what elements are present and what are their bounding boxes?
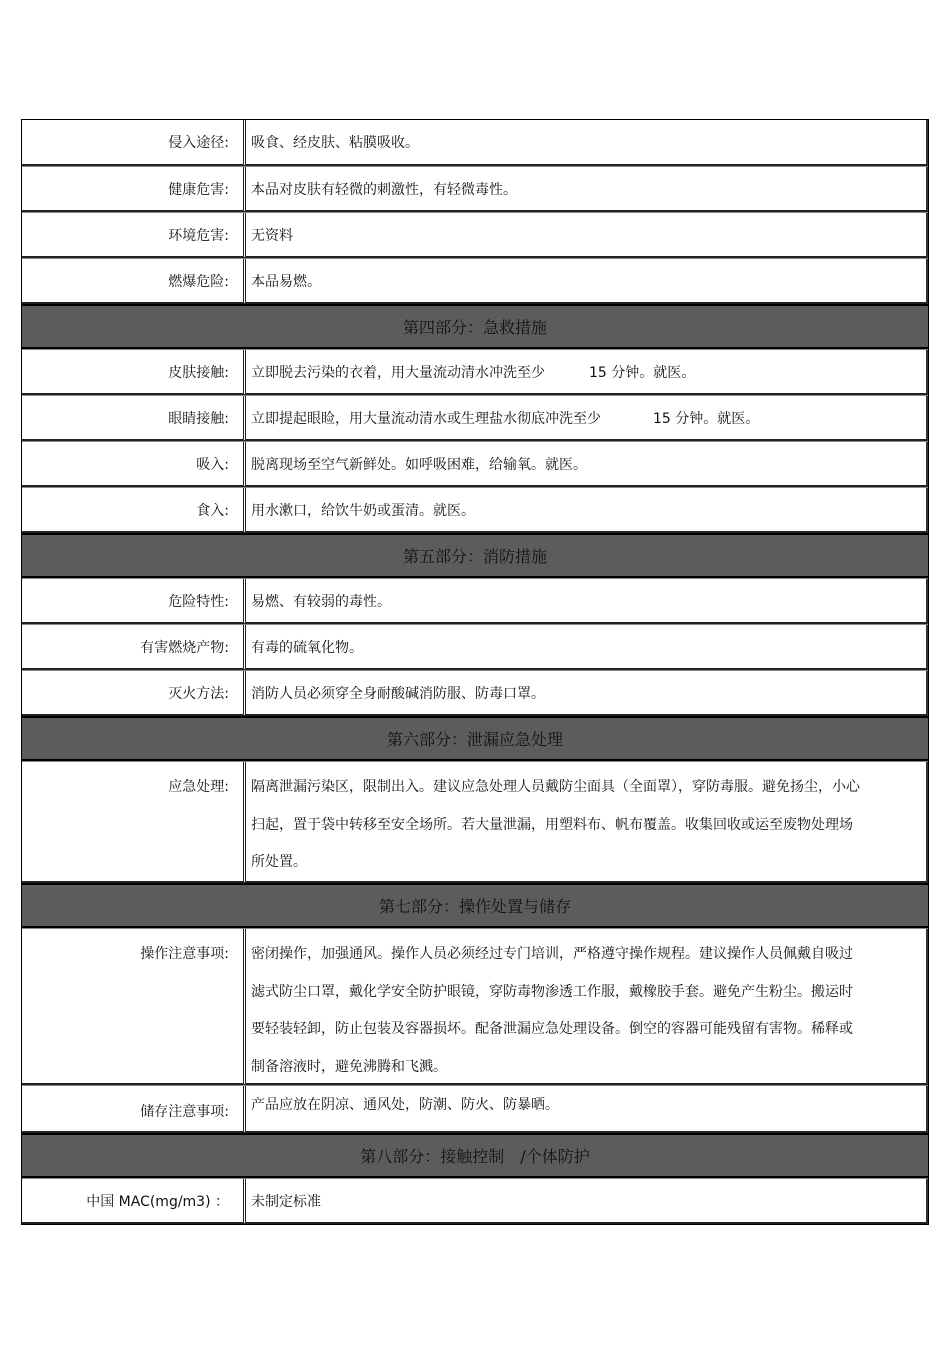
row-value: 本品易燃。 [246,259,928,304]
row-label: 食入: [22,488,246,533]
section-header-exposure-control: 第八部分：接触控制 /个体防护 [22,1133,928,1178]
table-row [22,349,928,395]
section-header-spill-response: 第六部分：泄漏应急处理 [22,716,928,761]
row-label: 吸入: [22,442,246,487]
row-label: 环境危害: [22,213,246,258]
row-value: 有毒的硫氧化物。 [246,625,928,670]
table-row [22,212,928,258]
row-label: 健康危害: [22,167,246,212]
table-row [22,624,928,670]
row-value [246,350,928,395]
row-value: 脱离现场至空气新鲜处。如呼吸困难，给输氧。就医。 [246,442,928,487]
msds-table [21,119,929,1225]
row-label: 燃爆危险: [22,259,246,304]
row-label: 储存注意事项: [22,1086,246,1133]
row-label: 应急处理: [22,762,246,883]
row-label: 危险特性: [22,579,246,624]
table-row [22,120,928,166]
table-row [22,166,928,212]
table-row [22,761,928,883]
row-value: 无资料 [246,213,928,258]
row-value: 产品应放在阴凉、通风处，防潮、防火、防暴晒。 [246,1086,928,1133]
table-row [22,670,928,716]
table-row [22,487,928,533]
row-label: 有害燃烧产物: [22,625,246,670]
row-value: 密闭操作，加强通风。操作人员必须经过专门培训，严格遵守操作规程。建议操作人员佩戴自吸过滤式防尘口罩，戴化学安全防护眼镜，穿防毒物渗透工作服，戴橡胶手套。避免产生粉尘。搬运时要轻装轻卸，防止包装及容器损坏。配备泄漏应急处理设备。倒空的容器可能残留有害物。稀释或制备溶液时，避免沸腾和飞溅。 [246,929,928,1085]
table-row [22,441,928,487]
row-value: 消防人员必须穿全身耐酸碱消防服、防毒口罩。 [246,671,928,716]
table-row [22,928,928,1085]
table-row [22,258,928,304]
value-text: 15 分钟。就医。 [653,410,760,427]
row-value: 用水漱口，给饮牛奶或蛋清。就医。 [246,488,928,533]
row-label: 皮肤接触: [22,350,246,395]
row-label: 眼睛接触: [22,396,246,441]
row-value [246,396,928,441]
row-label: 灭火方法: [22,671,246,716]
row-value: 本品对皮肤有轻微的刺激性，有轻微毒性。 [246,167,928,212]
row-value: 隔离泄漏污染区，限制出入。建议应急处理人员戴防尘面具（全面罩），穿防毒服。避免扬尘，小心扫起，置于袋中转移至安全场所。若大量泄漏，用塑料布、帆布覆盖。收集回收或运至废物处理场所处置。 [246,762,928,883]
table-row [22,1085,928,1133]
table-row [22,395,928,441]
table-row [22,578,928,624]
row-value: 吸食、经皮肤、粘膜吸收。 [246,120,928,166]
section-header-fire-fighting: 第五部分：消防措施 [22,533,928,578]
value-text: 立即脱去污染的衣着，用大量流动清水冲洗至少 [251,364,545,381]
row-label: 操作注意事项: [22,929,246,1085]
row-value: 未制定标准 [246,1179,928,1224]
row-value: 易燃、有较弱的毒性。 [246,579,928,624]
table-row [22,1178,928,1224]
value-text: 立即提起眼睑，用大量流动清水或生理盐水彻底冲洗至少 [251,410,601,427]
section-header-handling-storage: 第七部分：操作处置与储存 [22,883,928,928]
section-header-first-aid: 第四部分：急救措施 [22,304,928,349]
row-label: 中国 MAC(mg/m3) ： [22,1179,246,1224]
row-label: 侵入途径: [22,120,246,166]
value-text: 15 分钟。就医。 [589,364,696,381]
